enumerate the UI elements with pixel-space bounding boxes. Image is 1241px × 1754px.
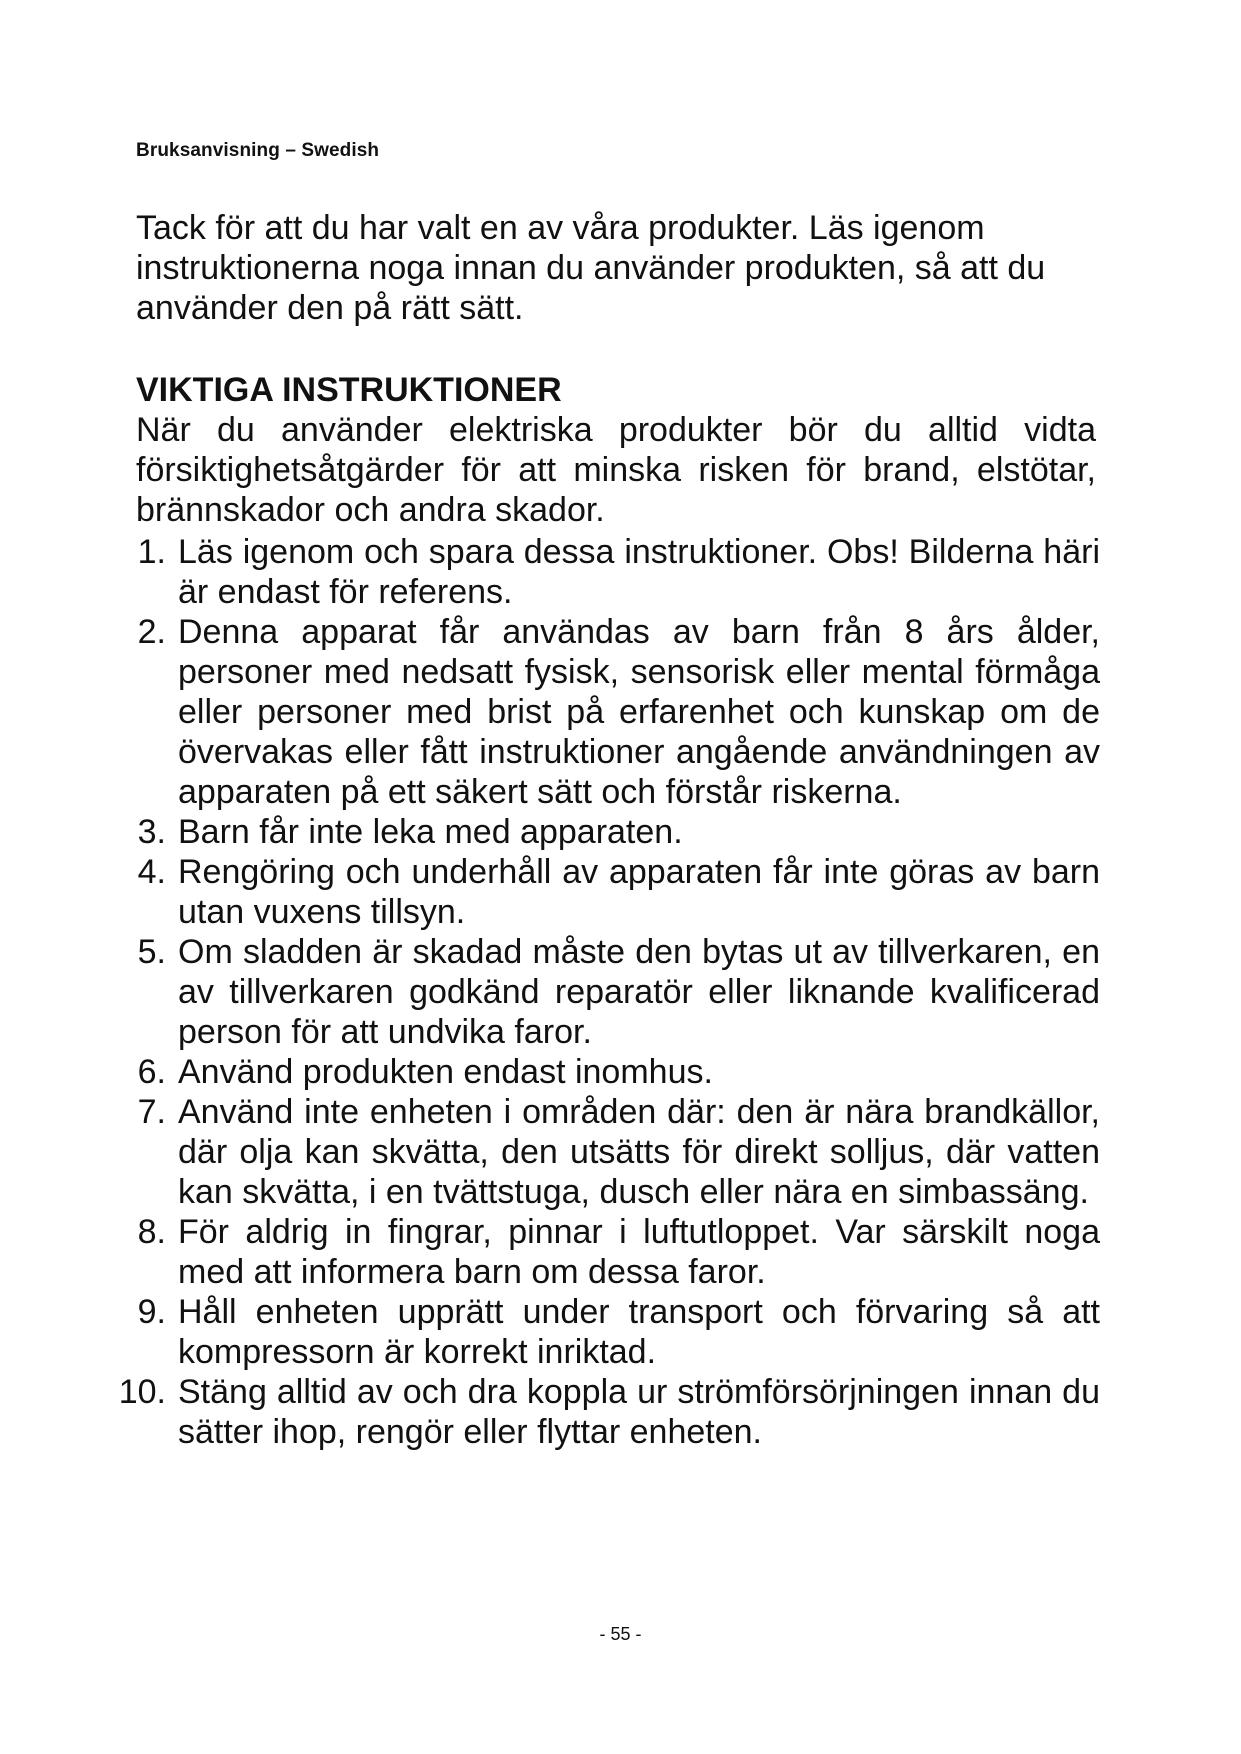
instruction-item xyxy=(110,612,1100,812)
instruction-item xyxy=(110,812,1100,852)
instruction-item xyxy=(110,1372,1100,1452)
instruction-number: 3. xyxy=(137,813,166,851)
instruction-item xyxy=(110,1212,1100,1292)
instruction-number: 10. xyxy=(118,1373,166,1411)
instruction-item xyxy=(110,932,1100,1052)
instruction-text: Använd inte enheten i områden där: den är nära brandkällor, där olja kan skvätta, den utsätts för direkt solljus, där vatten kan skvätta, i en tvättstuga, dusch eller nära en simbassäng. xyxy=(178,1093,1100,1211)
section-heading: VIKTIGA INSTRUKTIONER xyxy=(136,371,562,409)
instruction-text: Läs igenom och spara dessa instruktioner. Obs! Bilderna häri är endast för referens. xyxy=(178,533,1100,611)
intro-paragraph: Tack för att du har valt en av våra produkter. Läs igenom instruktionerna noga innan du använder produkten, så att du använder den på rätt sätt. xyxy=(136,209,1046,327)
instruction-item xyxy=(110,1052,1100,1092)
instruction-text: Denna apparat får användas av barn från 8 års ålder, personer med nedsatt fysisk, sensorisk eller mental förmåga eller personer med brist på erfarenhet och kunskap om de övervakas eller fått instruktioner angående användningen av apparaten på ett säkert sätt och förstår riskerna. xyxy=(178,613,1100,811)
instruction-item xyxy=(110,852,1100,932)
instruction-item xyxy=(110,1292,1100,1372)
instruction-number: 2. xyxy=(137,613,166,651)
instruction-number: 5. xyxy=(137,933,166,971)
instruction-number: 4. xyxy=(137,853,166,891)
instruction-text: Använd produkten endast inomhus. xyxy=(178,1053,713,1091)
instruction-item xyxy=(110,1092,1100,1212)
instruction-text: Barn får inte leka med apparaten. xyxy=(178,813,683,851)
instruction-number: 7. xyxy=(137,1093,166,1131)
instruction-text: Håll enheten upprätt under transport och förvaring så att kompressorn är korrekt inriktad. xyxy=(178,1293,1100,1371)
instruction-list xyxy=(110,532,1100,1452)
instruction-number: 9. xyxy=(137,1293,166,1331)
instruction-number: 1. xyxy=(137,533,166,571)
instruction-text: Rengöring och underhåll av apparaten får inte göras av barn utan vuxens tillsyn. xyxy=(178,853,1100,931)
instruction-text: För aldrig in fingrar, pinnar i luftutloppet. Var särskilt noga med att informera barn om dessa faror. xyxy=(178,1213,1100,1291)
instruction-number: 6. xyxy=(137,1053,166,1091)
instruction-item xyxy=(110,532,1100,612)
instruction-text: Stäng alltid av och dra koppla ur strömförsörjningen innan du sätter ihop, rengör eller flyttar enheten. xyxy=(178,1373,1100,1451)
instruction-text: Om sladden är skadad måste den bytas ut av tillverkaren, en av tillverkaren godkänd reparatör eller liknande kvalificerad person för att undvika faror. xyxy=(178,933,1100,1051)
instruction-number: 8. xyxy=(137,1213,166,1251)
warning-paragraph: När du använder elektriska produkter bör du alltid vidta försiktighetsåtgärder för att minska risken för brand, elstötar, brännskador och andra skador. xyxy=(136,411,1096,529)
page-number: - 55 - xyxy=(599,1624,642,1644)
document-header: Bruksanvisning – Swedish xyxy=(136,140,380,161)
